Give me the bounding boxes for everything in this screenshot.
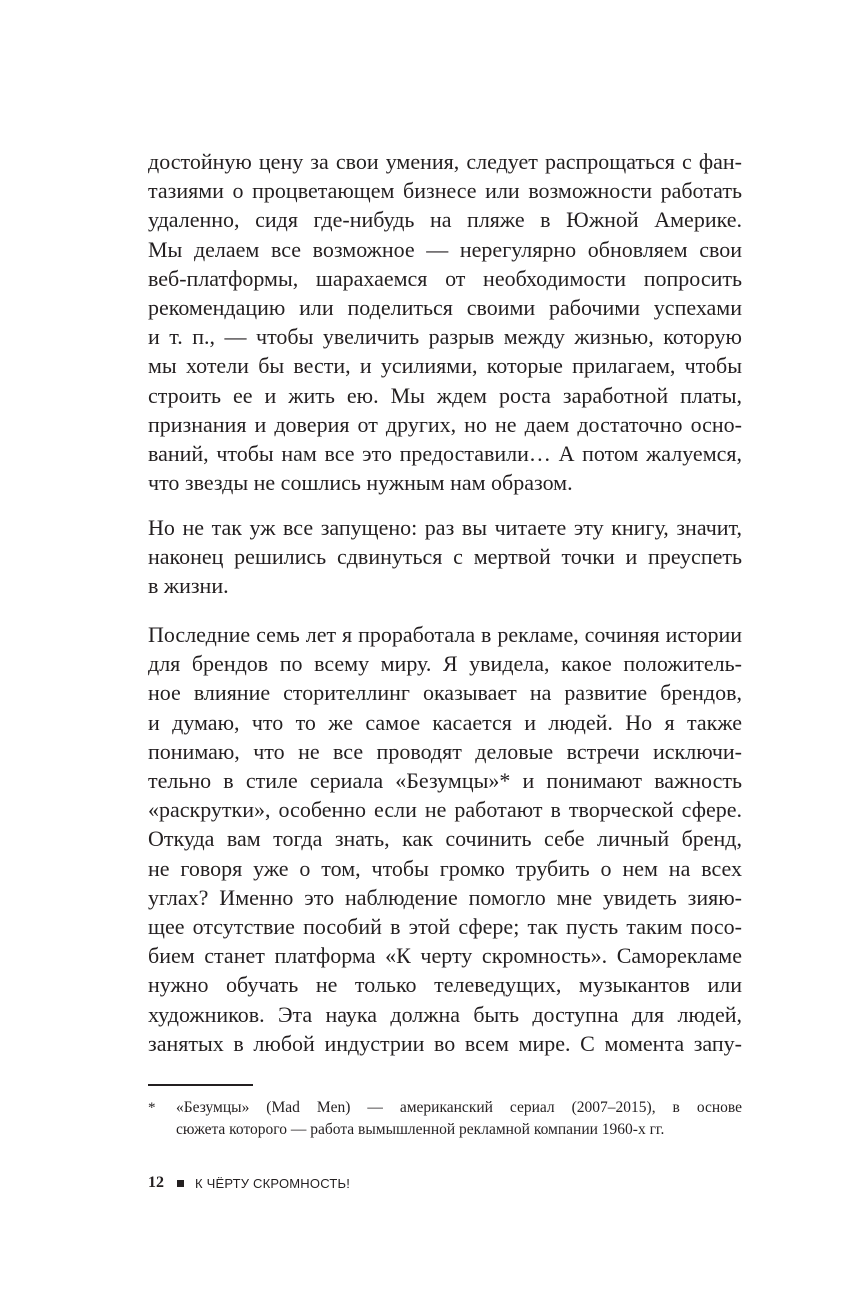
text-line: признания и доверия от других, но не даем достаточно осно-: [148, 411, 742, 437]
text-line: Откуда вам тогда знать, как сочинить себе личный бренд,: [148, 826, 742, 852]
text-line: для брендов по всему миру. Я увидела, какое положитель-: [148, 651, 742, 677]
text-line: ваний, чтобы нам все это предоставили… А потом жалуемся,: [148, 441, 742, 467]
text-line: Последние семь лет я проработала в рекламе, сочиняя истории: [148, 622, 742, 647]
paragraph-1: [148, 147, 742, 497]
text-line: ное влияние сторителлинг оказывает на развитие брендов,: [148, 680, 742, 706]
text-line: веб-платформы, шарахаемся от необходимости попросить: [148, 265, 742, 291]
text-line: понимаю, что не все проводят деловые встречи исключи-: [148, 738, 742, 764]
paragraph-3: [148, 620, 742, 1058]
text-line: занятых в любой индустрии во всем мире. С момента запу-: [148, 1030, 742, 1056]
text-line: Но не так уж все запущено: раз вы читаете эту книгу, значит,: [148, 515, 742, 540]
footnote-divider: [148, 1084, 253, 1086]
text-line: удаленно, сидя где-нибудь на пляже в Южной Америке.: [148, 207, 742, 233]
footnote-line: сюжета которого — работа вымышленной рекламной компании 1960-х гг.: [176, 1121, 665, 1138]
text-line: мы хотели бы вести, и усилиями, которые прилагаем, чтобы: [148, 353, 742, 379]
page-footer: [148, 1172, 350, 1194]
text-line: и т. п., — чтобы увеличить разрыв между жизнью, которую: [148, 324, 742, 350]
page-number: 12: [148, 1174, 164, 1191]
text-line: тазиями о процветающем бизнесе или возможности работать: [148, 178, 742, 204]
text-line: в жизни.: [148, 573, 229, 599]
text-line: и думаю, что то же самое касается и людей. Но я также: [148, 709, 742, 735]
text-line: Мы делаем все возможное — нерегулярно обновляем свои: [148, 236, 742, 262]
text-line: «раскрутки», особенно если не работают в творческой сфере.: [148, 797, 742, 823]
paragraph-2: [148, 513, 742, 601]
text-line: бием станет платформа «К черту скромность». Саморекламе: [148, 943, 742, 969]
text-line: достойную цену за свои умения, следует распрощаться с фан-: [148, 149, 742, 174]
square-bullet-icon: [177, 1180, 184, 1187]
footnote-text: [176, 1097, 742, 1141]
text-line: что звезды не сошлись нужным нам образом.: [148, 470, 573, 496]
text-line: строить ее и жить ею. Мы ждем роста заработной платы,: [148, 382, 742, 408]
text-line: углах? Именно это наблюдение помогло мне увидеть зияю-: [148, 884, 742, 910]
running-title: К ЧЁРТУ СКРОМНОСТЬ!: [195, 1175, 351, 1191]
text-line: не говоря уже о том, чтобы громко трубить о нем на всех: [148, 855, 742, 881]
text-line: рекомендацию или поделиться своими рабочими успехами: [148, 295, 742, 321]
text-line: нужно обучать не только телеведущих, музыкантов или: [148, 972, 742, 998]
text-line: щее отсутствие пособий в этой сфере; так пусть таким посо-: [148, 914, 742, 940]
text-line: тельно в стиле сериала «Безумцы»* и понимают важность: [148, 768, 742, 794]
footnote-line: «Безумцы» (Mad Men) — американский сериал (2007–2015), в основе: [176, 1099, 742, 1116]
text-line: художников. Эта наука должна быть доступна для людей,: [148, 1001, 742, 1027]
footnote-mark: *: [148, 1100, 156, 1116]
text-line: наконец решились сдвинуться с мертвой точки и преуспеть: [148, 544, 742, 570]
